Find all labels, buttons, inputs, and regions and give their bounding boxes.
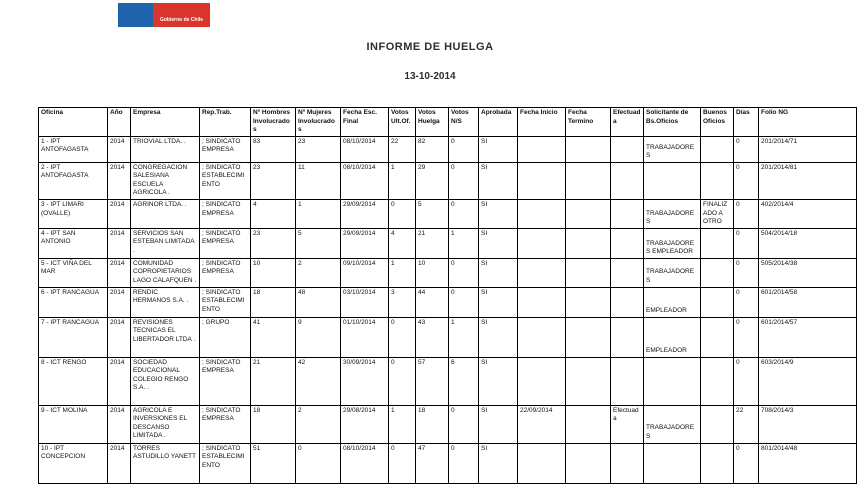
table-cell: SI [479, 162, 518, 199]
table-cell: 0 [734, 357, 759, 405]
table-cell: 4 - IPT SAN ANTONIO [39, 228, 108, 258]
table-cell: 11 [296, 162, 341, 199]
table-cell: 01/10/2014 [341, 317, 389, 357]
table-row [39, 200, 857, 229]
table-cell: 2014 [108, 228, 131, 258]
table-cell [518, 287, 566, 317]
column-header: Buenos Oficios [701, 108, 734, 137]
table-cell: 47 [416, 443, 449, 483]
table-cell [611, 258, 644, 287]
logo-blue-square [118, 3, 153, 27]
table-row [39, 287, 857, 317]
table-cell: 5 - ICT VIÑA DEL MAR [39, 258, 108, 287]
table-cell: 601/2014/57 [759, 317, 857, 357]
table-cell: 8 - ICT RENGO [39, 357, 108, 405]
table-cell: 0 [449, 258, 479, 287]
table-cell: 3 - IPT LIMARI (OVALLE) [39, 200, 108, 229]
table-cell: 10 - IPT CONCEPCION [39, 443, 108, 483]
table-cell: 22 [734, 405, 759, 443]
table-cell: 51 [251, 443, 296, 483]
table-cell [566, 200, 611, 229]
gobierno-de-chile-logo [118, 3, 210, 27]
table-row [39, 162, 857, 199]
table-row [39, 258, 857, 287]
table-cell [611, 228, 644, 258]
table-cell [518, 200, 566, 229]
table-cell: 82 [416, 136, 449, 162]
logo-text: Gobierno de Chile [159, 17, 204, 23]
table-cell [566, 287, 611, 317]
column-header: Días [734, 108, 759, 137]
table-cell: 504/2014/18 [759, 228, 857, 258]
table-cell [566, 317, 611, 357]
table-cell [518, 228, 566, 258]
table-cell: 5 [296, 228, 341, 258]
table-cell [701, 162, 734, 199]
table-cell: AGRICOLA E INVERSIONES EL DESCANSO LIMITADA . [131, 405, 200, 443]
table-cell: 29/09/2014 [341, 200, 389, 229]
table-cell: 0 [734, 162, 759, 199]
table-cell: CONGREGACION SALESIANA ESCUELA AGRICOLA . [131, 162, 200, 199]
table-cell: 1 - IPT ANTOFAGASTA [39, 136, 108, 162]
table-cell [566, 357, 611, 405]
table-cell [611, 287, 644, 317]
table-cell: SI [479, 228, 518, 258]
table-cell [611, 443, 644, 483]
table-cell: 9 - ICT MOLINA [39, 405, 108, 443]
table-cell: 0 [449, 200, 479, 229]
table-cell [701, 136, 734, 162]
table-cell: SI [479, 200, 518, 229]
table-cell: TRABAJADORES [644, 258, 701, 287]
table-cell [644, 162, 701, 199]
column-header: Solicitante de Bs.Oficios [644, 108, 701, 137]
table-cell: ; SINDICATO EMPRESA [200, 200, 251, 229]
table-header [39, 108, 857, 137]
table-cell: 1 [389, 258, 416, 287]
column-header: Fecha Inicio [518, 108, 566, 137]
table-cell [518, 443, 566, 483]
table-cell: REVISIONES TECNICAS EL LIBERTADOR LTDA . [131, 317, 200, 357]
table-cell: 09/10/2014 [341, 258, 389, 287]
table-cell: 0 [734, 136, 759, 162]
table-cell: 41 [251, 317, 296, 357]
table-cell [701, 357, 734, 405]
table-cell: 3 [389, 287, 416, 317]
table-row [39, 228, 857, 258]
table-cell [611, 136, 644, 162]
table-cell: 10 [251, 258, 296, 287]
table-cell: FINALIZADO A OTRO [701, 200, 734, 229]
table-cell: SI [479, 443, 518, 483]
table-cell: 2014 [108, 287, 131, 317]
table-body [39, 136, 857, 483]
column-header: Aprobada [479, 108, 518, 137]
table-cell: 0 [449, 162, 479, 199]
table-cell: 0 [734, 258, 759, 287]
table-cell: 505/2014/38 [759, 258, 857, 287]
table-cell: SI [479, 287, 518, 317]
table-cell: 1 [296, 200, 341, 229]
table-cell [518, 258, 566, 287]
table-cell: 48 [296, 287, 341, 317]
table-cell: ; SINDICATO EMPRESA [200, 228, 251, 258]
table-cell: ; SINDICATO ESTABLECIMIENTO [200, 287, 251, 317]
table-cell: 601/2014/58 [759, 287, 857, 317]
table-cell: 4 [251, 200, 296, 229]
table-cell: 0 [389, 200, 416, 229]
table-cell: TRABAJADORES [644, 200, 701, 229]
table-cell: 0 [734, 287, 759, 317]
column-header: Oficina [39, 108, 108, 137]
table-cell [701, 228, 734, 258]
table-cell: 2014 [108, 317, 131, 357]
column-header: Fecha Termino [566, 108, 611, 137]
column-header: Empresa [131, 108, 200, 137]
table-cell [518, 136, 566, 162]
table-cell [701, 317, 734, 357]
table-cell: 4 [389, 228, 416, 258]
table-cell: 0 [449, 287, 479, 317]
table-cell: 0 [449, 405, 479, 443]
table-cell: 21 [251, 357, 296, 405]
column-header: Votos Huelga [416, 108, 449, 137]
table-cell [611, 357, 644, 405]
table-row [39, 136, 857, 162]
table-cell: 201/2014/81 [759, 162, 857, 199]
table-cell [518, 317, 566, 357]
table-cell: 23 [296, 136, 341, 162]
table-cell: 2 - IPT ANTOFAGASTA [39, 162, 108, 199]
table-cell: 57 [416, 357, 449, 405]
table-cell: 2014 [108, 200, 131, 229]
table-cell: 2014 [108, 357, 131, 405]
table-cell: ; SINDICATO EMPRESA [200, 357, 251, 405]
table-cell: 29/08/2014 [341, 405, 389, 443]
column-header: Folio NG [759, 108, 857, 137]
table-cell: 08/10/2014 [341, 162, 389, 199]
table-cell: 0 [389, 443, 416, 483]
table-row [39, 443, 857, 483]
table-cell: 30/09/2014 [341, 357, 389, 405]
table-cell: 08/10/2014 [341, 136, 389, 162]
table-cell: SERVICIOS SAN ESTEBAN LIMITADA . [131, 228, 200, 258]
table-cell: SOCIEDAD EDUCACIONAL COLEGIO RENGO S.A. . [131, 357, 200, 405]
table-cell: ; SINDICATO EMPRESA [200, 136, 251, 162]
table-cell: 22/09/2014 [518, 405, 566, 443]
table-cell: SI [479, 405, 518, 443]
table-cell [701, 287, 734, 317]
table-row [39, 357, 857, 405]
table-cell: Efectuada [611, 405, 644, 443]
table-cell: 03/10/2014 [341, 287, 389, 317]
table-cell: 0 [734, 200, 759, 229]
table-cell: 08/10/2014 [341, 443, 389, 483]
column-header: Votos Ult.Of. [389, 108, 416, 137]
column-header: Nº Hombres Involucrados [251, 108, 296, 137]
table-cell: ; SINDICATO EMPRESA [200, 258, 251, 287]
table-row [39, 317, 857, 357]
table-cell: TRABAJADORES [644, 136, 701, 162]
table-cell: TRABAJADORES EMPLEADOR [644, 228, 701, 258]
table-cell: 2014 [108, 162, 131, 199]
table-cell: 23 [251, 162, 296, 199]
table-row [39, 405, 857, 443]
table-cell: 402/2014/4 [759, 200, 857, 229]
table-cell: 2014 [108, 258, 131, 287]
table-cell: 83 [251, 136, 296, 162]
table-cell: 44 [416, 287, 449, 317]
table-cell [566, 405, 611, 443]
table-cell: 43 [416, 317, 449, 357]
column-header: Votos N/S [449, 108, 479, 137]
table-cell: 0 [389, 317, 416, 357]
table-cell [518, 357, 566, 405]
table-cell: 29/09/2014 [341, 228, 389, 258]
table-cell [701, 443, 734, 483]
table-cell: COMUNIDAD COPROPIETARIOS LAGO CALAFQUEN . [131, 258, 200, 287]
table-cell: 0 [296, 443, 341, 483]
table-cell: 18 [416, 405, 449, 443]
table-cell [611, 317, 644, 357]
column-header: Año [108, 108, 131, 137]
table-cell [701, 258, 734, 287]
table-cell: 801/2014/48 [759, 443, 857, 483]
table-cell: 2 [296, 405, 341, 443]
table-cell: ; SINDICATO ESTABLECIMIENTO [200, 443, 251, 483]
table-cell: EMPLEADOR [644, 317, 701, 357]
table-cell [644, 357, 701, 405]
table-cell: 0 [449, 136, 479, 162]
table-cell: ; SINDICATO EMPRESA [200, 405, 251, 443]
table-cell: 201/2014/71 [759, 136, 857, 162]
table-cell: 29 [416, 162, 449, 199]
table-cell: TRABAJADORES [644, 405, 701, 443]
report-date: 13-10-2014 [404, 71, 456, 82]
table-cell: SI [479, 317, 518, 357]
column-header: Fecha Esc. Final [341, 108, 389, 137]
table-cell: 6 [449, 357, 479, 405]
table-cell: 18 [251, 405, 296, 443]
table-cell: SI [479, 258, 518, 287]
table-cell: 603/2014/9 [759, 357, 857, 405]
table-cell: 0 [734, 228, 759, 258]
table-cell [644, 443, 701, 483]
table-cell: ; SINDICATO ESTABLECIMIENTO [200, 162, 251, 199]
table-cell [566, 162, 611, 199]
table-cell: 2014 [108, 443, 131, 483]
huelga-report-table [38, 107, 857, 484]
table-cell: SI [479, 357, 518, 405]
table-cell: TRIOVIAL LTDA. . [131, 136, 200, 162]
table-cell: 2 [296, 258, 341, 287]
logo-red-band [153, 3, 210, 27]
table-cell: 2014 [108, 136, 131, 162]
table-cell [566, 258, 611, 287]
table-cell: 1 [389, 162, 416, 199]
table-cell [566, 443, 611, 483]
table-cell [518, 162, 566, 199]
table-cell: ; GRUPO [200, 317, 251, 357]
table-cell: 708/2014/3 [759, 405, 857, 443]
table-cell: 0 [734, 317, 759, 357]
table-cell: 22 [389, 136, 416, 162]
table-cell: 5 [416, 200, 449, 229]
table-cell: 18 [251, 287, 296, 317]
table-cell: 0 [734, 443, 759, 483]
table-cell: 1 [449, 228, 479, 258]
report-title: INFORME DE HUELGA [366, 41, 494, 53]
table-cell [611, 200, 644, 229]
table-cell: 23 [251, 228, 296, 258]
table-cell: AGRINOR LTDA. . [131, 200, 200, 229]
column-header: Efectuada [611, 108, 644, 137]
table-cell: 2014 [108, 405, 131, 443]
table-cell: 1 [389, 405, 416, 443]
table-cell: 21 [416, 228, 449, 258]
header-row [39, 108, 857, 137]
table-cell: 9 [296, 317, 341, 357]
table-cell: 6 - IPT RANCAGUA [39, 287, 108, 317]
column-header: Rep.Trab. [200, 108, 251, 137]
table-cell [701, 405, 734, 443]
table-cell [611, 162, 644, 199]
table-cell [566, 136, 611, 162]
table-cell: SI [479, 136, 518, 162]
table-cell: RENDIC HERMANOS S.A. . [131, 287, 200, 317]
table-cell: 42 [296, 357, 341, 405]
table-cell: 10 [416, 258, 449, 287]
table-cell: 7 - IPT RANCAGUA [39, 317, 108, 357]
column-header: Nº Mujeres Involucrados [296, 108, 341, 137]
table-cell: EMPLEADOR [644, 287, 701, 317]
table-cell: TORRES ASTUDILLO YANETT [131, 443, 200, 483]
table-cell: 0 [449, 443, 479, 483]
table-cell [566, 228, 611, 258]
table-cell: 0 [389, 357, 416, 405]
table-cell: 1 [449, 317, 479, 357]
